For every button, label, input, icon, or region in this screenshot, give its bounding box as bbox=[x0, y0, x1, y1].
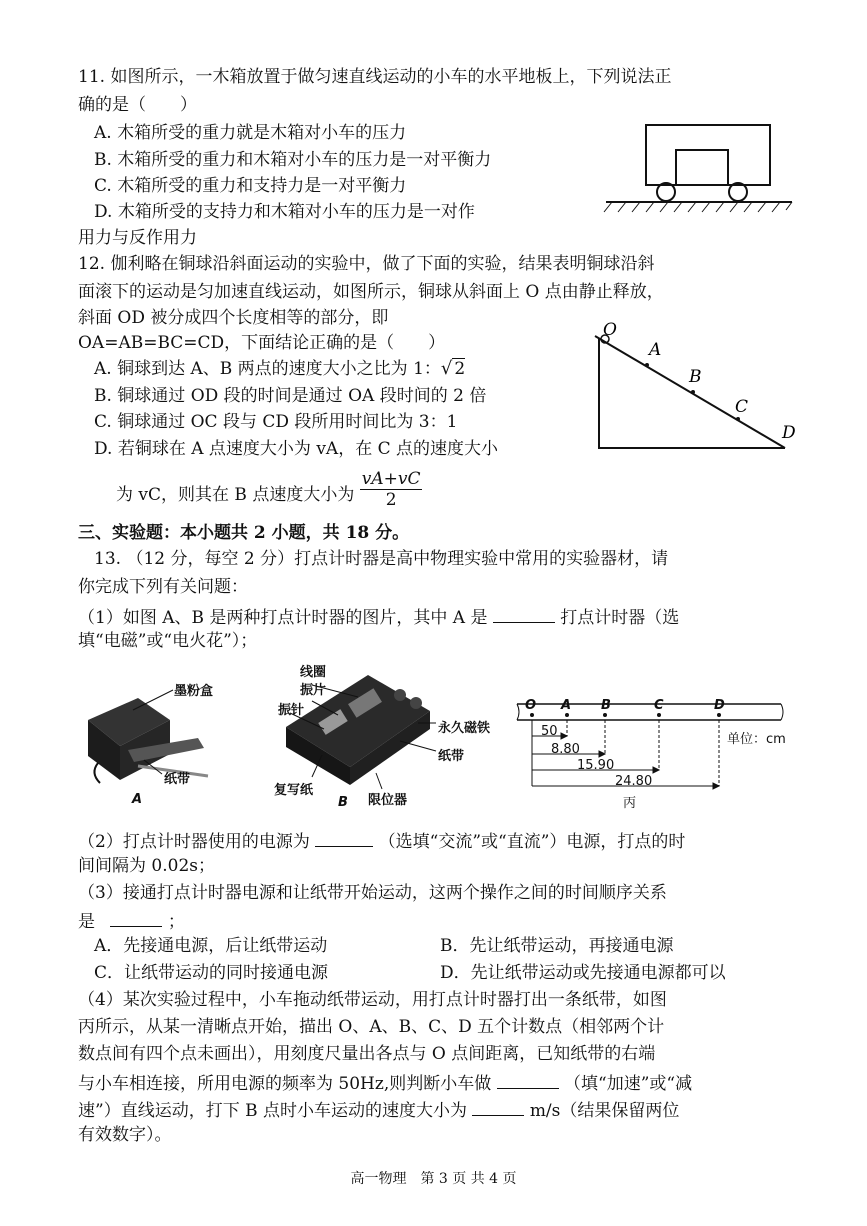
q13-part1-text-b: 打点计时器（选 bbox=[560, 608, 680, 628]
q13-option-c: C．让纸带运动的同时接通电源 bbox=[94, 963, 329, 983]
limiter-pointer bbox=[376, 773, 382, 789]
q13-part4-line5 bbox=[78, 1097, 679, 1122]
label-o: O bbox=[603, 320, 617, 340]
label-toner-box: 墨粉盒 bbox=[174, 684, 214, 699]
tape-point-b bbox=[603, 713, 607, 717]
label-magnet: 永久磁铁 bbox=[438, 721, 491, 736]
section-3-title: 三、实验题：本小题共 2 小题，共 18 分。 bbox=[78, 523, 410, 543]
q12-option-c: C. 铜球通过 OC 段与 CD 段所用时间比为 3：1 bbox=[94, 412, 458, 432]
distance-od: 24.80 bbox=[615, 774, 653, 789]
q13-stem-line2: 你完成下列有关问题： bbox=[78, 577, 248, 597]
q11-stem-line2: 确的是（ ） bbox=[78, 95, 197, 115]
distance-oc: 15.90 bbox=[577, 758, 615, 773]
timer-figure-a bbox=[78, 668, 228, 808]
q13-option-a: A．先接通电源，后让纸带运动 bbox=[94, 936, 328, 956]
label-needle: 振针 bbox=[278, 703, 305, 718]
label-coil: 线圈 bbox=[300, 665, 327, 680]
q13-part1-line1 bbox=[78, 604, 679, 629]
label-carbon-paper: 复写纸 bbox=[274, 783, 314, 798]
q12-fraction bbox=[360, 469, 423, 510]
q11-option-d-line2: 用力与反作用力 bbox=[78, 228, 197, 248]
timer-b-terminal-2 bbox=[410, 697, 422, 709]
q12-fraction-numerator: vA+vC bbox=[361, 469, 421, 489]
q13-part2-text-b: （选填“交流”或“直流”）电源，打点的时 bbox=[378, 832, 686, 852]
q13-part4-blank-2[interactable] bbox=[472, 1097, 524, 1116]
distance-oa: 50 bbox=[541, 724, 558, 739]
q13-part2-line1 bbox=[78, 828, 685, 853]
incline-figure bbox=[585, 318, 810, 456]
q13-part4-text-c: 速”）直线运动，打下 B 点时小车运动的速度大小为 bbox=[78, 1101, 467, 1121]
tape-point-c bbox=[657, 713, 661, 717]
label-d: D bbox=[782, 423, 796, 443]
tape-label-c: C bbox=[654, 698, 664, 713]
q13-part1-blank[interactable] bbox=[493, 604, 555, 623]
q12-option-a-text: A. 铜球到达 A、B 两点的速度大小之比为 1： bbox=[94, 359, 441, 379]
q13-stem-line1: 13. （12 分，每空 2 分）打点计时器是高中物理实验中常用的实验器材，请 bbox=[94, 549, 669, 569]
q13-part4-line4 bbox=[78, 1070, 692, 1095]
q13-part1-text-a: （1）如图 A、B 是两种打点计时器的图片，其中 A 是 bbox=[78, 608, 488, 628]
q12-option-a: A. 铜球到达 A、B 两点的速度大小之比为 1：√ 2 bbox=[94, 358, 466, 379]
q13-part2-line2: 间间隔为 0.02s； bbox=[78, 856, 215, 876]
caption-a: A bbox=[132, 792, 143, 807]
q11-stem-line1: 11. 如图所示，一木箱放置于做匀速直线运动的小车的水平地板上，下列说法正 bbox=[78, 67, 672, 87]
tape-left-edge bbox=[517, 704, 519, 720]
tape-right-edge bbox=[781, 704, 783, 720]
q12-option-d-line2 bbox=[116, 469, 422, 516]
q13-part2-blank[interactable] bbox=[315, 828, 373, 847]
q11-option-d-line1: D. 木箱所受的支持力和木箱对小车的压力是一对作 bbox=[94, 202, 475, 222]
q13-part3-line1: （3）接通打点计时器电源和让纸带开始运动，这两个操作之间的时间顺序关系 bbox=[78, 883, 667, 903]
q13-part4-text-a: 与小车相连接，所用电源的频率为 50Hz,则判断小车做 bbox=[78, 1074, 492, 1094]
timer-a-cord bbox=[94, 763, 100, 783]
point-c-dot bbox=[736, 417, 740, 421]
label-limiter: 限位器 bbox=[368, 793, 408, 808]
tape-label-d: D bbox=[714, 698, 725, 713]
cart-body bbox=[646, 125, 770, 185]
q12-stem-line3: 斜面 OD 被分成四个长度相等的部分，即 bbox=[78, 308, 389, 328]
q13-option-b: B．先让纸带运动，再接通电源 bbox=[440, 936, 674, 956]
tape-point-a bbox=[565, 713, 569, 717]
q13-part3-text-b: ； bbox=[167, 912, 185, 932]
incline-slope bbox=[595, 336, 785, 448]
q12-option-b: B. 铜球通过 OD 段的时间是通过 OA 段时间的 2 倍 bbox=[94, 386, 487, 406]
q13-part4-text-b: （填“加速”或“减 bbox=[564, 1074, 693, 1094]
q13-part3-text-a: 是 bbox=[78, 912, 95, 932]
q13-part4-line6: 有效数字）。 bbox=[78, 1125, 172, 1145]
q12-stem-line1: 12. 伽利略在铜球沿斜面运动的实验中，做了下面的实验，结果表明铜球沿斜 bbox=[78, 254, 655, 274]
distance-ob: 8.80 bbox=[551, 742, 580, 757]
tape-point-d bbox=[717, 713, 721, 717]
q13-part3-line2 bbox=[78, 908, 185, 933]
label-b: B bbox=[689, 367, 702, 387]
q12-stem-line4: OA=AB=BC=CD，下面结论正确的是（ ） bbox=[78, 333, 446, 353]
label-c: C bbox=[735, 397, 749, 417]
q12-option-d-line1: D. 若铜球在 A 点速度大小为 vA，在 C 点的速度大小 bbox=[94, 439, 499, 459]
timer-b-terminal-1 bbox=[394, 689, 406, 701]
tape-point-o bbox=[530, 713, 534, 717]
wooden-box bbox=[676, 150, 728, 185]
q11-option-c: C. 木箱所受的重力和支持力是一对平衡力 bbox=[94, 176, 407, 196]
tape-label-o: O bbox=[525, 698, 537, 713]
q13-part4-line3: 数点间有四个点未画出），用刻度尺量出各点与 O 点间距离，已知纸带的右端 bbox=[78, 1044, 656, 1064]
q12-option-a-root: 2 bbox=[454, 359, 466, 379]
caption-bing: 丙 bbox=[623, 796, 637, 811]
q13-part2-text-a: （2）打点计时器使用的电源为 bbox=[78, 832, 310, 852]
cart-figure bbox=[600, 120, 800, 220]
ground-hatch bbox=[604, 202, 792, 212]
q13-part4-text-d: m/s（结果保留两位 bbox=[529, 1101, 680, 1121]
q13-part4-line2: 丙所示，从某一清晰点开始，描出 O、A、B、C、D 五个计数点（相邻两个计 bbox=[78, 1017, 665, 1037]
label-tape-b: 纸带 bbox=[438, 749, 465, 764]
label-a: A bbox=[649, 340, 662, 360]
label-reed: 振片 bbox=[300, 683, 327, 698]
q12-fraction-denominator: 2 bbox=[385, 490, 397, 510]
caption-b: B bbox=[338, 795, 348, 810]
timer-figure-b bbox=[250, 655, 515, 815]
q13-part4-blank-1[interactable] bbox=[497, 1070, 559, 1089]
q13-part3-blank[interactable] bbox=[110, 908, 162, 927]
q13-part1-line2: 填“电磁”或“电火花”）； bbox=[78, 631, 258, 651]
tape-label-a: A bbox=[561, 698, 572, 713]
tape-label-b: B bbox=[601, 698, 611, 713]
q13-option-d: D．先让纸带运动或先接通电源都可以 bbox=[440, 963, 726, 983]
point-b-dot bbox=[691, 390, 695, 394]
unit-label: 单位：cm bbox=[727, 732, 786, 747]
q12-stem-line2: 面滚下的运动是匀加速直线运动，如图所示，铜球从斜面上 O 点由静止释放， bbox=[78, 282, 664, 302]
label-tape-a: 纸带 bbox=[164, 772, 191, 787]
q11-option-b: B. 木箱所受的重力和木箱对小车的压力是一对平衡力 bbox=[94, 150, 492, 170]
page-footer: 高一物理 第 3 页 共 4 页 bbox=[350, 1171, 517, 1187]
q13-part4-line1: （4）某次实验过程中，小车拖动纸带运动，用打点计时器打出一条纸带，如图 bbox=[78, 990, 667, 1010]
q11-option-a: A. 木箱所受的重力就是木箱对小车的压力 bbox=[94, 123, 407, 143]
q12-option-d-text: 为 vC，则其在 B 点速度大小为 bbox=[116, 485, 355, 505]
tape-figure bbox=[515, 698, 785, 810]
point-a-dot bbox=[645, 363, 649, 367]
